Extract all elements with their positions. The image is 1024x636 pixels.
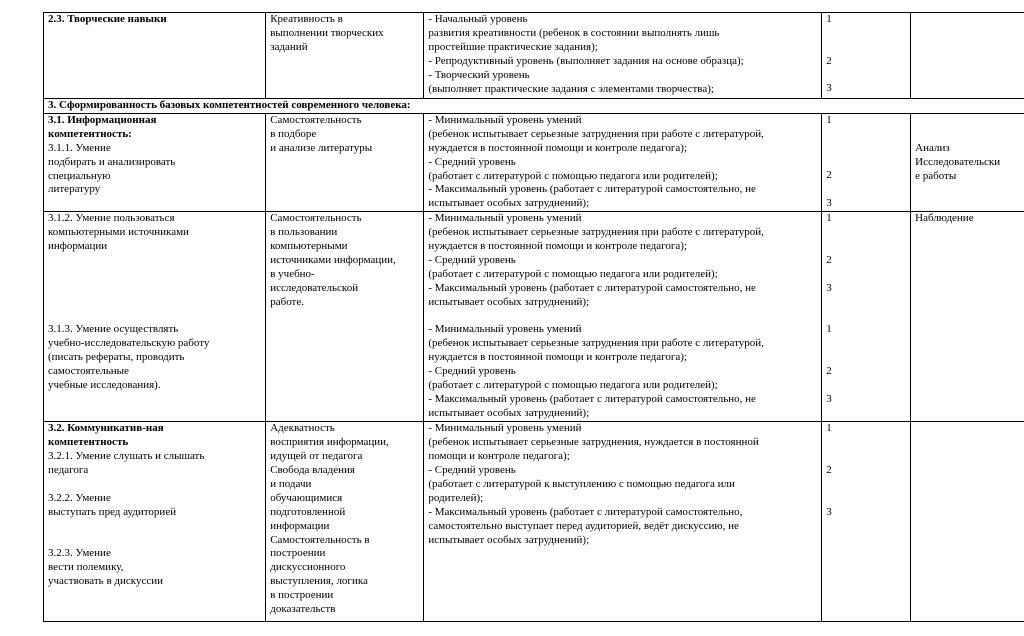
level-line: (работает с литературой с помощью педагога или родителей);: [428, 379, 718, 392]
criterion-title: 3.2. Коммуникатив-ная: [48, 422, 164, 435]
score: 1: [826, 422, 832, 435]
indicator-line: в построении: [270, 589, 334, 602]
indicator-line: и анализе литературы: [270, 141, 373, 154]
method-line: Наблюдение: [915, 212, 974, 225]
criterion-title: 2.3. Творческие навыки: [48, 13, 167, 25]
level-line: нуждается в постоянной помощи и контроле педагога);: [428, 351, 688, 364]
method-line: Анализ: [915, 141, 950, 154]
table-row-2-3: [44, 13, 1024, 99]
criterion-title: компетентность: [48, 436, 129, 449]
cell-method: [911, 212, 1024, 422]
indicator-line: Свобода владения: [270, 463, 355, 476]
criterion-title: 3.1. Информационная: [48, 113, 157, 126]
method-line: Исследовательски: [915, 155, 1001, 168]
level-line: - Максимальный уровень (работает с литературой самостоятельно, не: [428, 183, 756, 196]
cell-indicator: [266, 212, 424, 422]
level-line: - Средний уровень: [428, 463, 516, 476]
section-title: 3. Сформированность базовых компетентностей современного человека:: [48, 99, 411, 111]
section-title-cell: [44, 99, 1024, 114]
indicator-line: в пользовании: [270, 226, 338, 239]
cell-method: [911, 422, 1024, 622]
level-line: помощи и контроле педагога);: [428, 450, 570, 463]
level-line: - Средний уровень: [428, 253, 516, 266]
score: 1: [826, 323, 832, 336]
indicator-line: выполнении творческих: [270, 26, 384, 39]
indicator-line: источниками информации,: [270, 253, 396, 266]
criterion-line: литературу: [48, 183, 101, 196]
criterion-line: информации: [48, 240, 108, 253]
score: 1: [826, 212, 832, 225]
level-line: родителей);: [428, 491, 484, 504]
level-line: нуждается в постоянной помощи и контроле педагога);: [428, 240, 688, 253]
cell-criterion: [44, 212, 266, 422]
level-line: - Начальный уровень: [428, 13, 528, 25]
cell-method: [911, 13, 1024, 99]
cell-criterion: [44, 113, 266, 211]
score: 2: [826, 253, 832, 266]
cell-criterion: [44, 13, 266, 99]
indicator-line: Самостоятельность: [270, 113, 362, 126]
indicator-line: выступления, логика: [270, 575, 368, 588]
cell-indicator: [266, 13, 424, 99]
cell-criterion: [44, 422, 266, 622]
indicator-line: подготовленной: [270, 505, 346, 518]
indicator-line: обучающимися: [270, 491, 343, 504]
score: 3: [826, 82, 832, 95]
level-line: (ребенок испытывает серьезные затруднения при работе с литературой,: [428, 226, 764, 239]
cell-indicator: [266, 113, 424, 211]
level-line: - Минимальный уровень умений: [428, 113, 582, 126]
indicator-line: в учебно-: [270, 267, 315, 280]
cell-scores: [822, 113, 911, 211]
indicator-line: Креативность в: [270, 13, 343, 25]
cell-scores: [822, 422, 911, 622]
indicator-line: Самостоятельность в: [270, 533, 370, 546]
criterion-line: учебно-исследовательскую работу: [48, 337, 210, 350]
level-line: - Средний уровень: [428, 365, 516, 378]
criterion-line: педагога: [48, 463, 89, 476]
level-line: самостоятельно выступает перед аудиторией, ведёт дискуссию, не: [428, 519, 739, 532]
score: 1: [826, 113, 832, 126]
criterion-line: 3.2.2. Умение: [48, 491, 111, 504]
cell-levels: [424, 212, 822, 422]
score: 2: [826, 169, 832, 182]
indicator-line: Самостоятельность: [270, 212, 362, 225]
score: 3: [826, 505, 832, 518]
indicator-line: доказательств: [270, 603, 336, 616]
level-line: (ребенок испытывает серьезные затруднения при работе с литературой,: [428, 337, 764, 350]
level-line: - Максимальный уровень (работает с литературой самостоятельно, не: [428, 393, 756, 406]
table-row-3-2: [44, 422, 1024, 622]
criterion-line: учебные исследования).: [48, 379, 161, 392]
indicator-line: идущей от педагога: [270, 450, 363, 463]
level-line: - Минимальный уровень умений: [428, 422, 582, 435]
indicator-line: дискуссионного: [270, 561, 346, 574]
cell-scores: [822, 13, 911, 99]
cell-scores: [822, 212, 911, 422]
level-line: (выполняет практические задания с элементами творчества);: [428, 82, 714, 95]
level-line: - Репродуктивный уровень (выполняет задания на основе образца);: [428, 54, 744, 67]
cell-levels: [424, 13, 822, 99]
level-line: испытывает особых затруднений);: [428, 197, 590, 210]
criterion-line: 3.1.3. Умение осуществлять: [48, 323, 179, 336]
level-line: испытывает особых затруднений);: [428, 295, 590, 308]
level-line: развития креативности (ребенок в состоянии выполнять лишь: [428, 26, 720, 39]
method-line: е работы: [915, 169, 957, 182]
level-line: простейшие практические задания);: [428, 40, 598, 53]
score: 3: [826, 392, 832, 405]
indicator-line: заданий: [270, 40, 308, 53]
level-line: испытывает особых затруднений);: [428, 406, 590, 419]
document-page: [43, 12, 1024, 624]
indicator-line: работе.: [270, 295, 304, 308]
level-line: - Максимальный уровень (работает с литературой самостоятельно, не: [428, 281, 756, 294]
level-line: (работает с литературой к выступлению с помощью педагога или: [428, 477, 735, 490]
score: 1: [826, 13, 832, 25]
level-line: - Средний уровень: [428, 155, 516, 168]
criterion-line: подбирать и анализировать: [48, 155, 176, 168]
indicator-line: построении: [270, 547, 326, 560]
cell-levels: [424, 422, 822, 622]
level-line: - Максимальный уровень (работает с литературой самостоятельно,: [428, 505, 743, 518]
criterion-line: вести полемику,: [48, 561, 124, 574]
criterion-line: 3.1.1. Умение: [48, 141, 111, 154]
level-line: (работает с литературой с помощью педагога или родителей);: [428, 267, 718, 280]
criterion-title: компетентность:: [48, 127, 132, 140]
criterion-line: 3.2.1. Умение слушать и слышать: [48, 450, 205, 463]
cell-indicator: [266, 422, 424, 622]
level-line: - Минимальный уровень умений: [428, 323, 582, 336]
criterion-line: (писать рефераты, проводить: [48, 351, 185, 364]
assessment-table: [43, 12, 1024, 622]
criterion-line: участвовать в дискуссии: [48, 575, 163, 588]
criterion-line: специальную: [48, 169, 111, 182]
level-line: - Творческий уровень: [428, 68, 530, 81]
indicator-line: восприятия информации,: [270, 436, 389, 449]
indicator-line: и подачи: [270, 477, 312, 490]
indicator-line: исследовательской: [270, 281, 359, 294]
level-line: (ребенок испытывает серьезные затруднения, нуждается в постоянной: [428, 436, 759, 449]
table-row-3-1: [44, 113, 1024, 211]
level-line: нуждается в постоянной помощи и контроле педагога);: [428, 141, 688, 154]
criterion-line: 3.1.2. Умение пользоваться: [48, 212, 175, 225]
indicator-line: в подборе: [270, 127, 317, 140]
criterion-line: выступать пред аудиторией: [48, 505, 177, 518]
level-line: (работает с литературой с помощью педагога или родителей);: [428, 169, 718, 182]
level-line: - Минимальный уровень умений: [428, 212, 582, 225]
score: 2: [826, 463, 832, 476]
score: 2: [826, 365, 832, 378]
cell-levels: [424, 113, 822, 211]
score: 3: [826, 281, 832, 294]
criterion-line: самостоятельные: [48, 365, 129, 378]
level-line: испытывает особых затруднений);: [428, 533, 590, 546]
cell-method: [911, 113, 1024, 211]
score: 2: [826, 54, 832, 67]
indicator-line: компьютерными: [270, 240, 348, 253]
table-row-3-1-2: [44, 212, 1024, 422]
criterion-line: 3.2.3. Умение: [48, 547, 111, 560]
section-header-row: [44, 99, 1024, 114]
score: 3: [826, 197, 832, 210]
indicator-line: информации: [270, 519, 330, 532]
level-line: (ребенок испытывает серьезные затруднения при работе с литературой,: [428, 127, 764, 140]
indicator-line: Адекватность: [270, 422, 335, 435]
criterion-line: компьютерными источниками: [48, 226, 189, 239]
